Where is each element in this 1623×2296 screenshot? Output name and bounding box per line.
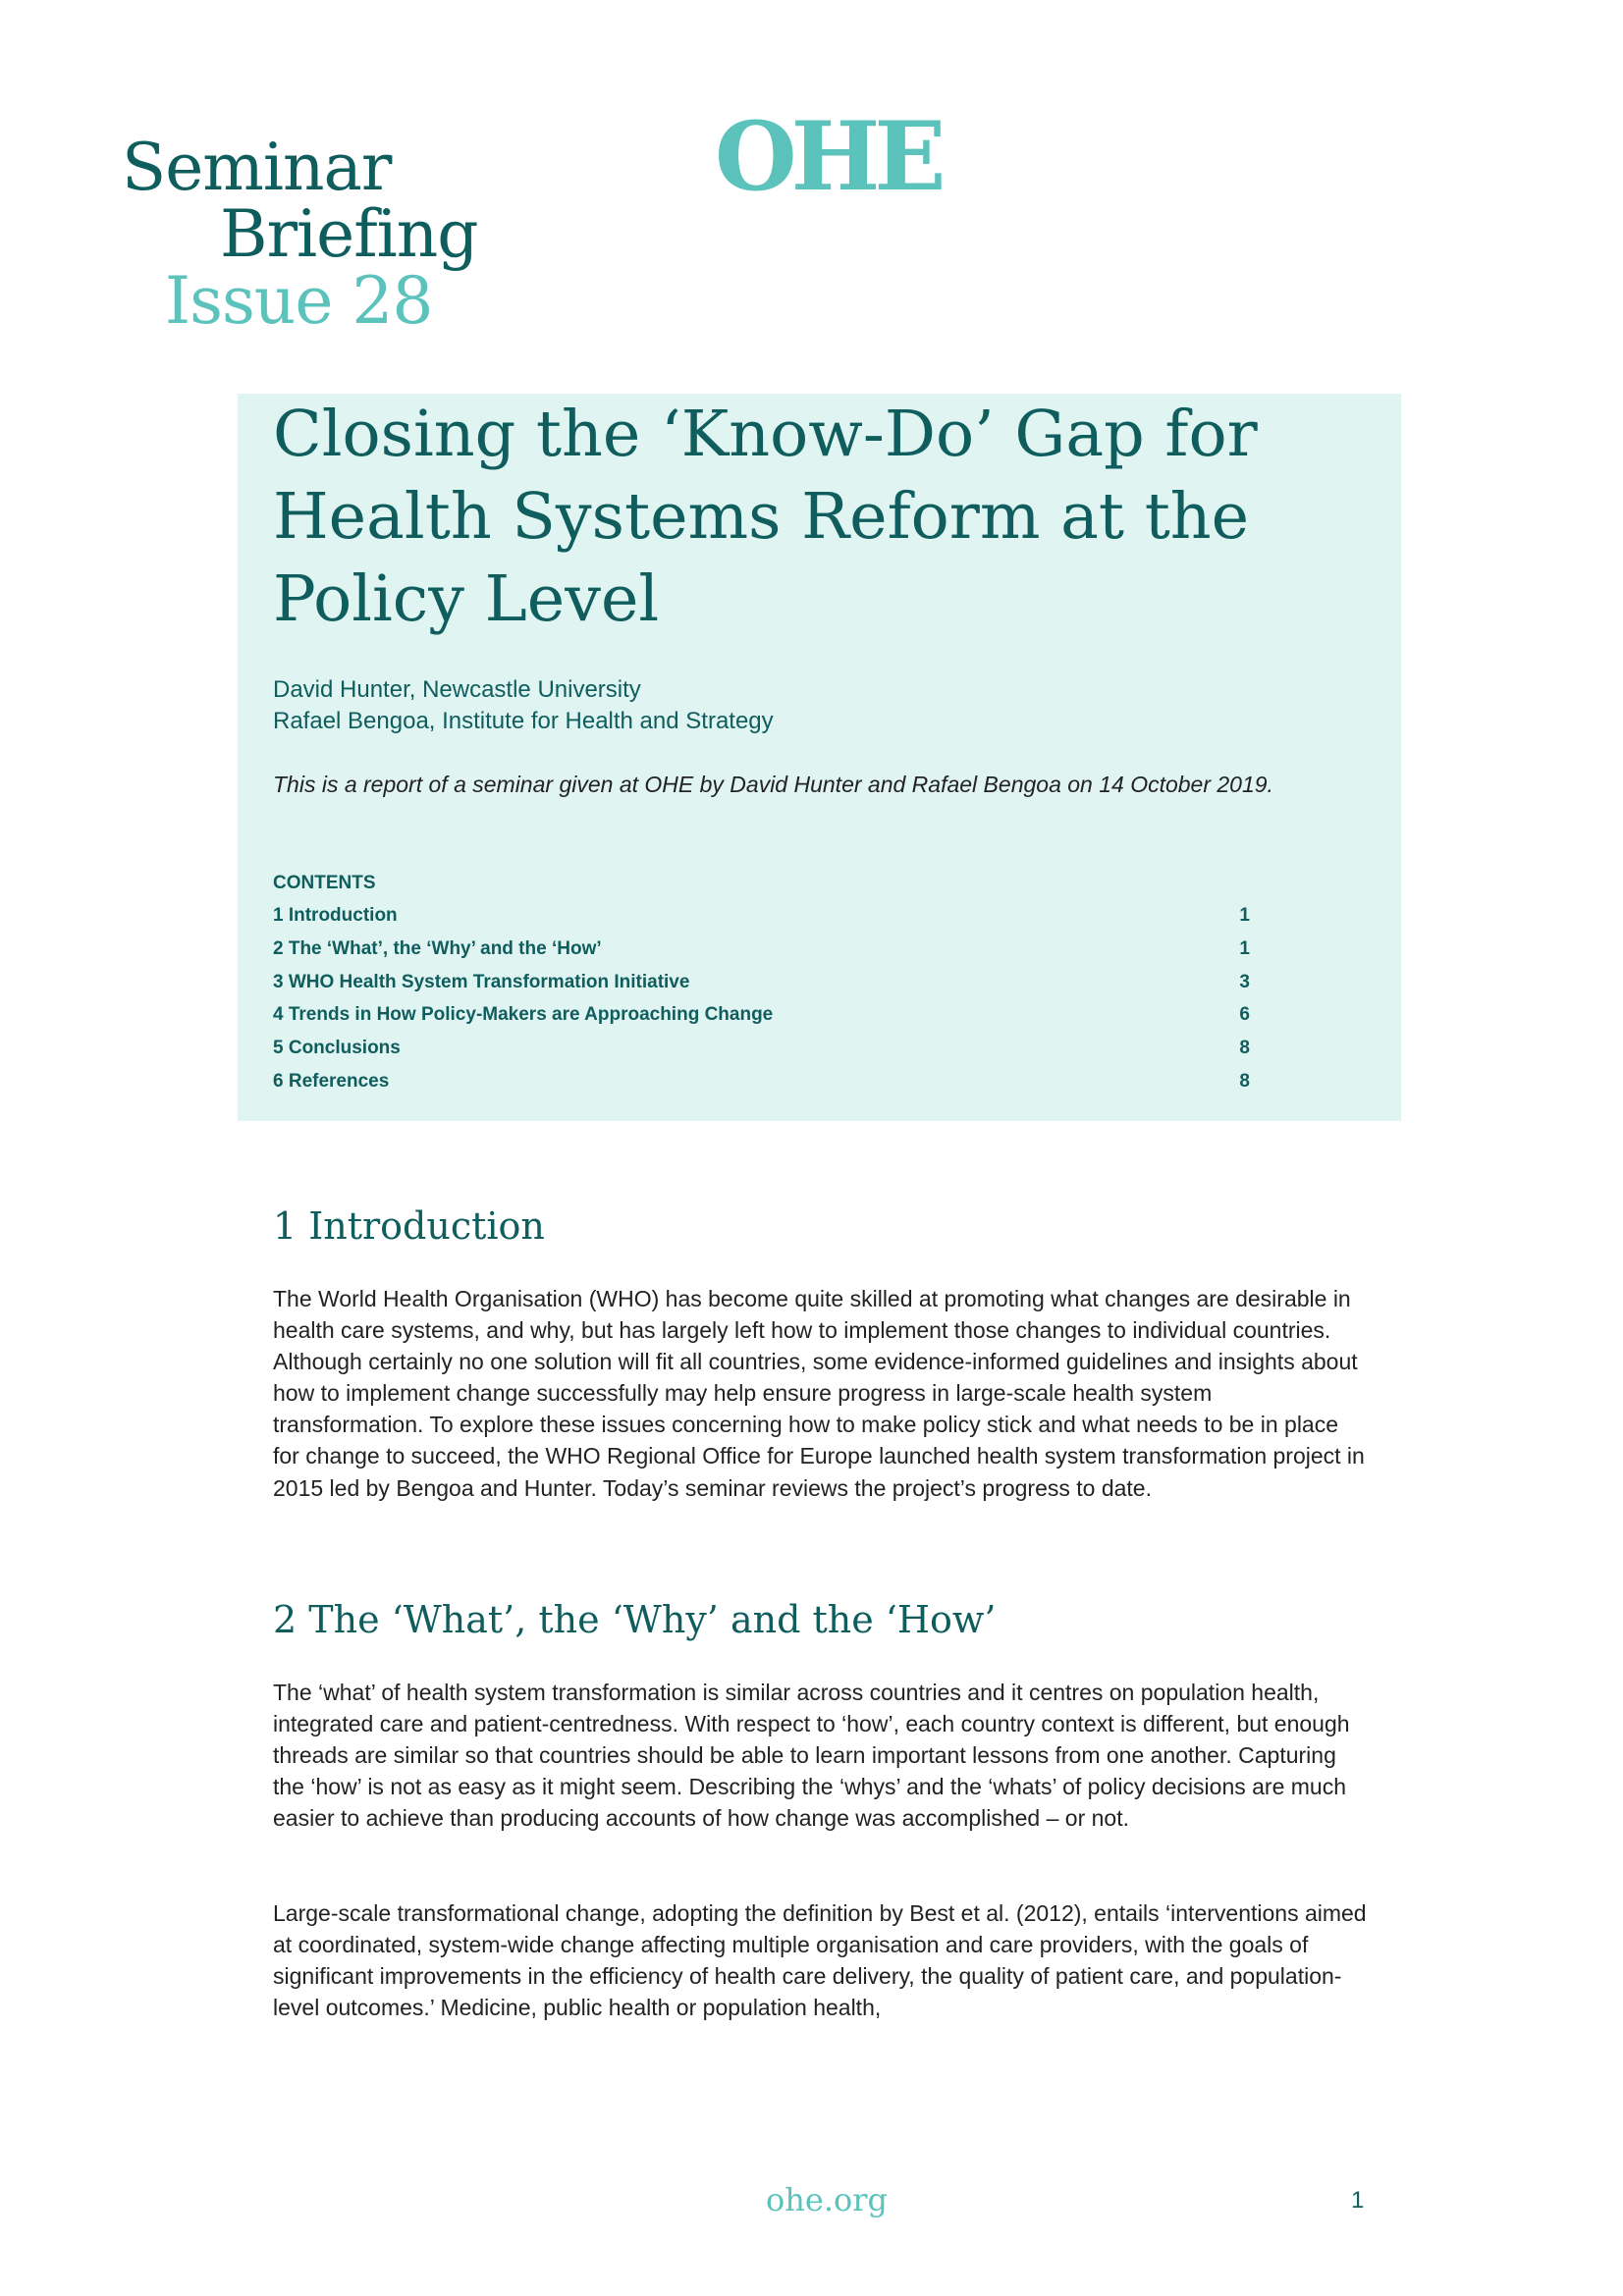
toc-entry-introduction[interactable]	[273, 905, 1250, 927]
report-note: This is a report of a seminar given at OHE by David Hunter and Rafael Bengoa on 14 October 2019.	[273, 772, 1273, 797]
toc-entry-who-initiative[interactable]	[273, 972, 1250, 993]
document-title: Closing the ‘Know-Do’ Gap for Health Systems Reform at the Policy Level	[273, 398, 1258, 636]
title-box	[238, 394, 1401, 1121]
toc-entry-references[interactable]	[273, 1071, 1250, 1093]
toc-entry-what-why-how[interactable]	[273, 938, 1250, 960]
toc-entry-page: 8	[1239, 1071, 1250, 1092]
toc-entry-page: 8	[1239, 1038, 1250, 1058]
section-heading-what-why-how: 2 The ‘What’, the ‘Why’ and the ‘How’	[273, 1598, 997, 1641]
toc-entry-label: 6 References	[273, 1071, 390, 1092]
toc-entry-label: 5 Conclusions	[273, 1038, 401, 1058]
author-line: Rafael Bengoa, Institute for Health and Strategy	[273, 708, 774, 734]
toc-entry-label: 2 The ‘What’, the ‘Why’ and the ‘How’	[273, 938, 602, 959]
issue-number: Issue 28	[165, 263, 433, 339]
body-paragraph: The World Health Organisation (WHO) has become quite skilled at promoting what changes are desirable in health care systems, and why, but has largely left how to implement those changes to individual countries. Although certainly no one solution will fit all countries, some evidence-informed guidelines and insights about how to implement change successfully may help ensure progress in large-scale health system transformation. To explore these issues concerning how to make policy stick and what needs to be in place for change to succeed, the WHO Regional Office for Europe launched health system transformation project in 2015 led by Bengoa and Hunter. Today’s seminar reviews the project’s progress to date.	[273, 1286, 1365, 1501]
series-line-briefing: Briefing	[220, 196, 478, 272]
toc-entry-page: 1	[1239, 938, 1250, 959]
toc-entry-page: 3	[1239, 972, 1250, 992]
toc-entry-trends[interactable]	[273, 1004, 1250, 1026]
toc-entry-label: 3 WHO Health System Transformation Initiative	[273, 972, 690, 992]
toc-entry-page: 6	[1239, 1004, 1250, 1025]
footer-website-link[interactable]: ohe.org	[766, 2181, 889, 2218]
section-heading-introduction: 1 Introduction	[273, 1204, 545, 1248]
ohe-logo: OHE	[715, 101, 941, 212]
toc-entry-conclusions[interactable]	[273, 1038, 1250, 1059]
toc-entry-label: 1 Introduction	[273, 905, 398, 926]
page-number: 1	[1351, 2187, 1365, 2214]
toc-entry-label: 4 Trends in How Policy-Makers are Approaching Change	[273, 1004, 774, 1025]
author-line: David Hunter, Newcastle University	[273, 676, 641, 703]
series-line-seminar: Seminar	[122, 130, 392, 205]
body-paragraph: Large-scale transformational change, adopting the definition by Best et al. (2012), entails ‘interventions aimed at coordinated, system-wide change affecting multiple organisation and care providers, with the goals of significant improvements in the efficiency of health care delivery, the quality of patient care, and population-level outcomes.’ Medicine, public health or population health,	[273, 1900, 1367, 2021]
body-paragraph: The ‘what’ of health system transformation is similar across countries and it centres on population health, integrated care and patient-centredness. With respect to ‘how’, each country context is different, but enough threads are similar so that countries should be able to learn important lessons from one another. Capturing the ‘how’ is not as easy as it might seem. Describing the ‘whys’ and the ‘whats’ of policy decisions are much easier to achieve than producing accounts of how change was accomplished – or not.	[273, 1680, 1350, 1832]
contents-heading: CONTENTS	[273, 873, 376, 893]
toc-entry-page: 1	[1239, 905, 1250, 926]
